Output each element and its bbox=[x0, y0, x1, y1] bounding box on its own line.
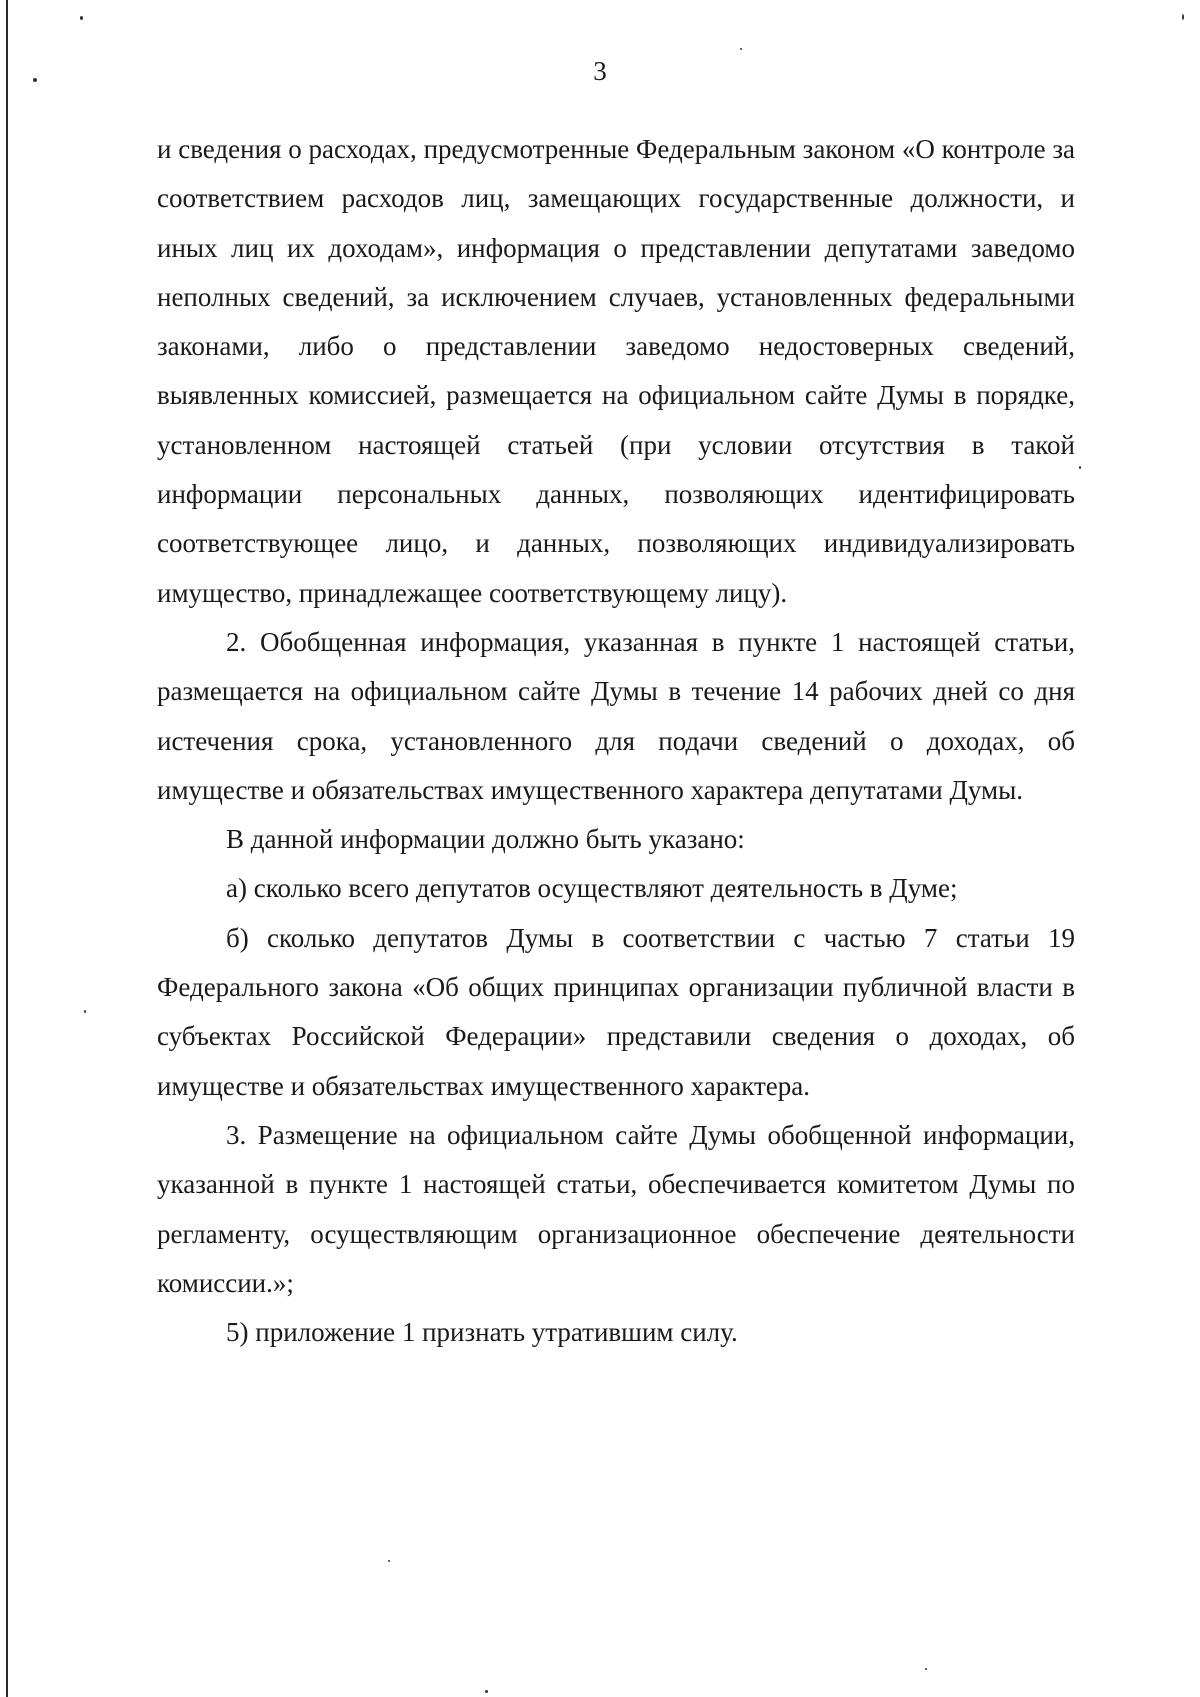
page-number: 3 bbox=[593, 56, 607, 86]
scan-speck bbox=[925, 1668, 927, 1670]
scan-speck bbox=[485, 1690, 488, 1693]
paragraph-subitem-b: б) сколько депутатов Думы в соответствии с частью 7 статьи 19 Федерального закона «Об общих принципах организации публичной власти в субъектах Российской Федерации» представили сведения о доходах, об имуществе и обязательствах имущественного характера. bbox=[157, 922, 1075, 1101]
scan-speck bbox=[33, 78, 37, 82]
scan-speck bbox=[388, 1560, 390, 1562]
paragraph-subitem-a: а) сколько всего депутатов осуществляют деятельность в Думе; bbox=[226, 873, 958, 904]
scan-speck bbox=[740, 48, 742, 50]
paragraph-item-5: 5) приложение 1 признать утратившим силу. bbox=[226, 1317, 738, 1348]
paragraph-info-intro: В данной информации должно быть указано: bbox=[226, 824, 745, 855]
document-body bbox=[157, 125, 1075, 1357]
paragraph-continuation: и сведения о расходах, предусмотренные Федеральным законом «О контроле за соответствием расходов лиц, замещающих государственные должности, и иных лиц их доходам», информация о представлении депутатами заведомо неполных сведений, за исключением случаев, установленных федеральными законами, либо о представлении заведомо недостоверных сведений, выявленных комиссией, размещается на официальном сайте Думы в порядке, установленном настоящей статьей (при условии отсутствия в такой информации персональных данных, позволяющих идентифицировать соответствующее лицо, и данных, позволяющих индивидуализировать имущество, принадлежащее соответствующему лицу). bbox=[157, 134, 1075, 608]
scan-speck bbox=[1079, 466, 1081, 469]
scan-speck bbox=[1182, 14, 1184, 20]
paragraph-item-2: 2. Обобщенная информация, указанная в пункте 1 настоящей статьи, размещается на официальном сайте Думы в течение 14 рабочих дней со дня истечения срока, установленного для подачи сведений о доходах, об имуществе и обязательствах имущественного характера депутатами Думы. bbox=[157, 626, 1075, 805]
scan-speck bbox=[84, 1010, 86, 1013]
scan-speck bbox=[80, 16, 83, 20]
scan-edge-line bbox=[6, 0, 8, 1697]
paragraph-item-3: 3. Размещение на официальном сайте Думы обобщенной информации, указанной в пункте 1 настоящей статьи, обеспечивается комитетом Думы по регламенту, осуществляющим организационное обеспечение деятельности комиссии.»; bbox=[157, 1119, 1075, 1298]
